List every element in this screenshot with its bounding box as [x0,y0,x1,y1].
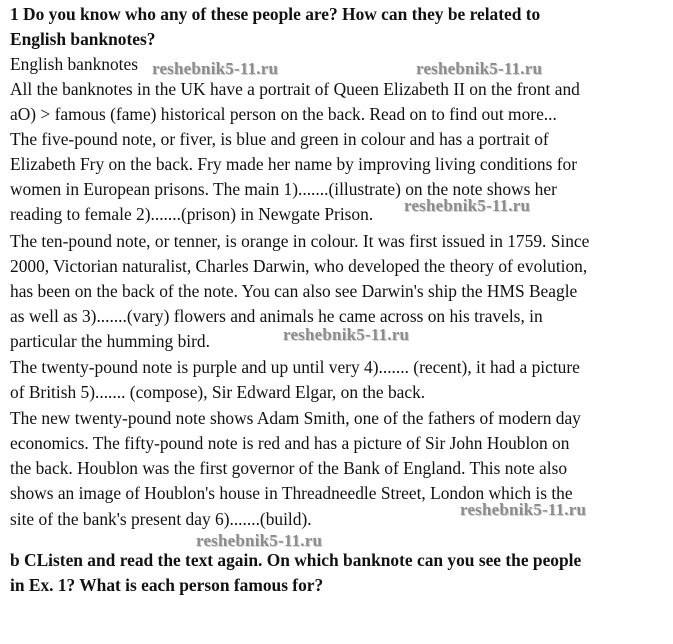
watermark: reshebnik5-11.ru [196,531,323,550]
watermark: reshebnik5-11.ru [404,196,531,215]
text-line: aO) > famous (fame) historical person on the back. Read on to find out more... [10,104,557,124]
text-line: The new twenty-pound note shows Adam Smith, one of the fathers of modern day [10,408,581,428]
task-b-heading-line-1: b CListen and read the text again. On which banknote can you see the people [10,550,582,570]
watermark: reshebnik5-11.ru [416,59,543,78]
text-line: women in European prisons. The main 1).......(illustrate) on the note shows her [10,179,557,199]
text-line: All the banknotes in the UK have a portrait of Queen Elizabeth II on the front and [10,79,580,99]
text-title: English banknotes [10,54,139,74]
text-line: 2000, Victorian naturalist, Charles Darwin, who developed the theory of evolution, [10,256,588,276]
text-line: has been on the back of the note. You can also see Darwin's ship the HMS Beagle [10,281,578,301]
text-line: Elizabeth Fry on the back. Fry made her name by improving living conditions for [10,154,578,174]
text-line: The twenty-pound note is purple and up until very 4)....... (recent), it had a picture [10,357,580,377]
task-1-heading-line-1: 1 Do you know who any of these people are? How can they be related to [10,4,541,24]
watermark: reshebnik5-11.ru [152,59,279,78]
text-line: site of the bank's present day 6).......(build). [10,509,312,529]
text-line: the back. Houblon was the first governor of the Bank of England. This note also [10,458,568,478]
text-line: of British 5)....... (compose), Sir Edward Elgar, on the back. [10,382,426,402]
text-line: as well as 3).......(vary) flowers and animals he came across on his travels, in [10,306,543,326]
watermark: reshebnik5-11.ru [283,325,410,344]
text-line: economics. The fifty-pound note is red and has a picture of Sir John Houblon on [10,433,570,453]
task-1-heading-line-2: English banknotes? [10,29,156,49]
text-line: shows an image of Houblon's house in Threadneedle Street, London which is the [10,483,573,503]
text-line: reading to female 2).......(prison) in Newgate Prison. [10,204,374,224]
text-line: particular the humming bird. [10,331,210,351]
task-b-heading-line-2: in Ex. 1? What is each person famous for? [10,575,324,595]
watermark: reshebnik5-11.ru [460,500,587,519]
text-line: The ten-pound note, or tenner, is orange in colour. It was first issued in 1759. Since [10,231,590,251]
text-line: The five-pound note, or fiver, is blue and green in colour and has a portrait of [10,129,549,149]
